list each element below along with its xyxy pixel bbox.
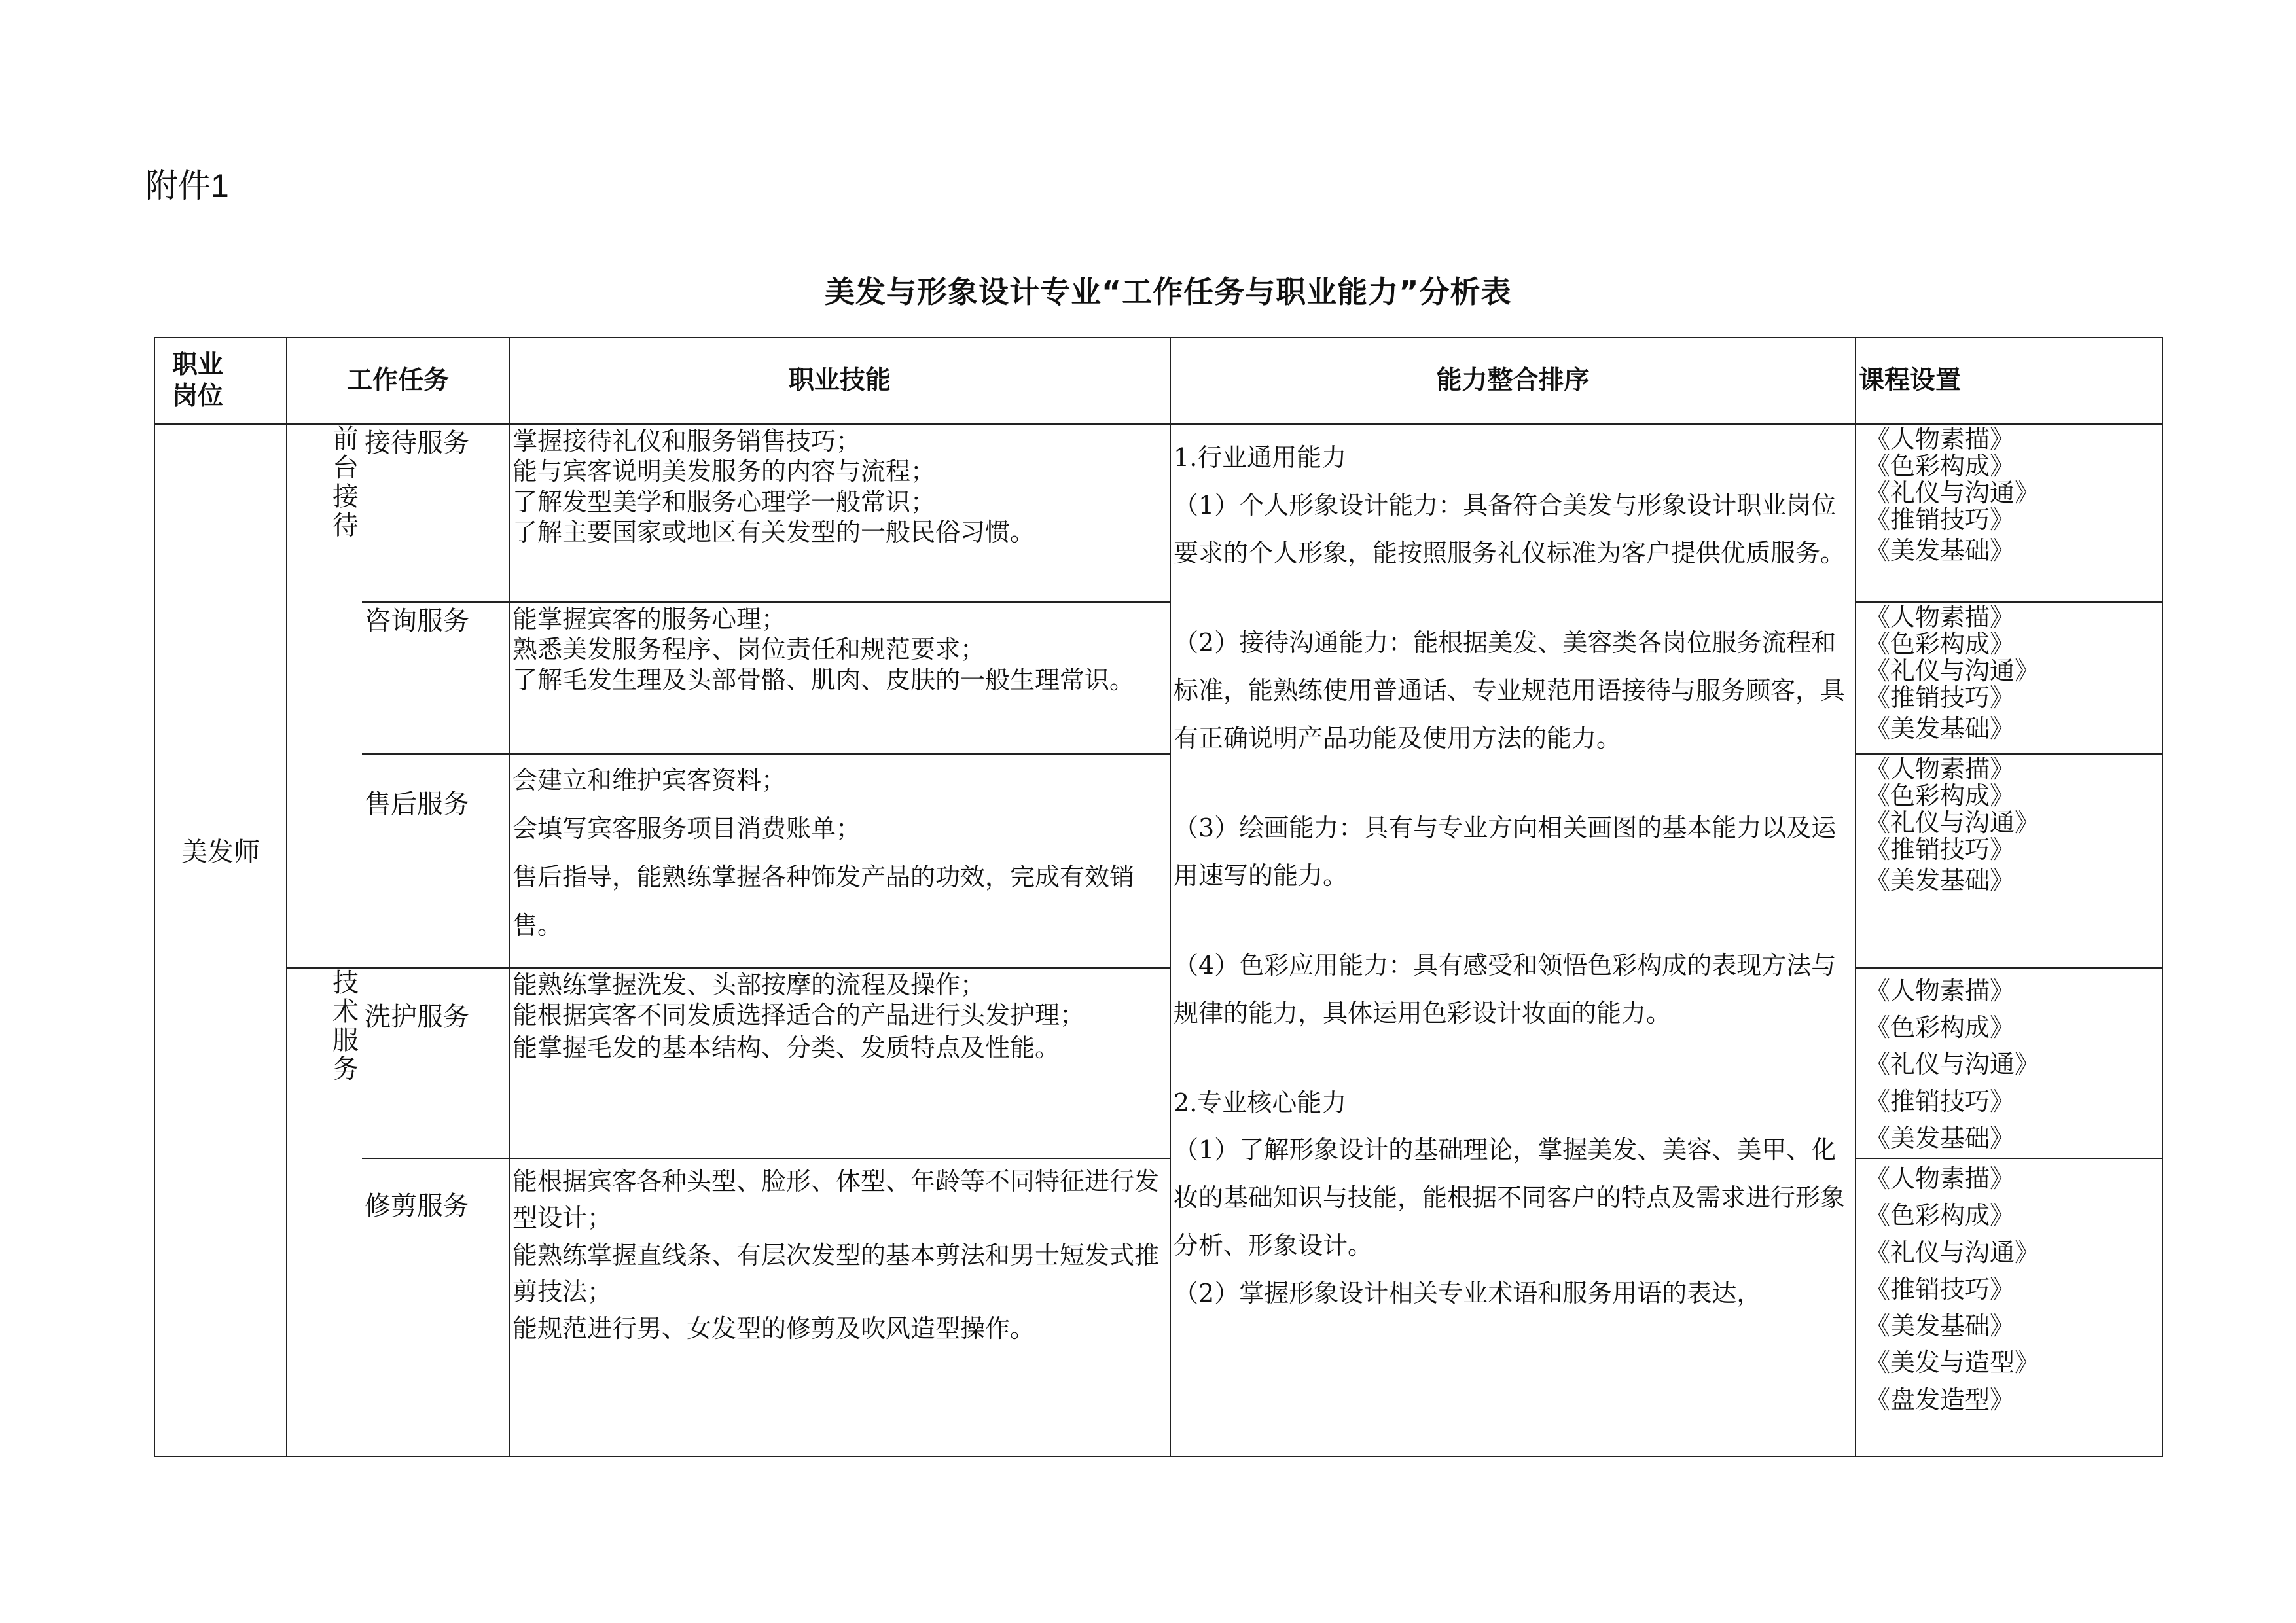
course-item: 《推销技巧》 (1865, 683, 2015, 713)
skill-line: 能掌握毛发的基本结构、分类、发质特点及性能。 (512, 1033, 1060, 1062)
table-row (154, 424, 2162, 602)
header-position: 职业 岗位 (154, 338, 287, 424)
skill-line: 售后指导，能熟练掌握各种饰发产品的功效，完成有效销售。 (512, 863, 1135, 940)
header-row (154, 338, 2162, 424)
group-tech-service-label (332, 969, 359, 1084)
task-cell: 咨询服务 (362, 602, 509, 754)
skill-line: 能熟练掌握直线条、有层次发型的基本剪法和男士短发式推剪技法； (512, 1240, 1160, 1306)
skill-line: 熟悉美发服务程序、岗位责任和规范要求； (512, 635, 986, 664)
course-item: 《礼仪与沟通》 (1865, 478, 2040, 508)
course-item: 《美发基础》 (1865, 866, 2015, 895)
course-item: 《礼仪与沟通》 (1865, 656, 2040, 686)
skill-line: 能根据宾客不同发质选择适合的产品进行头发护理； (512, 1001, 1085, 1030)
skill-cell (509, 968, 1170, 1158)
task-cell: 修剪服务 (362, 1158, 509, 1457)
group-label-char: 务 (332, 1054, 359, 1084)
group-front-desk (287, 424, 362, 968)
course-item: 《推销技巧》 (1865, 1274, 2015, 1304)
position-label: 美发师 (181, 836, 260, 867)
group-label-char: 技 (332, 968, 359, 998)
course-item: 《美发基础》 (1865, 536, 2015, 565)
course-item: 《盘发造型》 (1865, 1385, 2015, 1414)
attachment-label: 附件1 (145, 168, 229, 204)
course-item: 《美发基础》 (1865, 1311, 2015, 1341)
header-skill: 职业技能 (509, 338, 1170, 424)
skill-cell (509, 754, 1170, 968)
course-item: 《人物素描》 (1865, 603, 2015, 632)
course-cell (1856, 1158, 2162, 1457)
header-task: 工作任务 (287, 338, 509, 424)
course-cell (1856, 968, 2162, 1158)
table-row (154, 968, 2162, 1158)
course-item: 《美发与造型》 (1865, 1348, 2040, 1378)
ability-paragraph: （2）掌握形象设计相关专业术语和服务用语的表达， (1174, 1279, 1762, 1308)
course-cell (1856, 602, 2162, 754)
course-item: 《美发基础》 (1865, 714, 2015, 743)
course-item: 《礼仪与沟通》 (1865, 1238, 2040, 1267)
course-item: 《色彩构成》 (1865, 1013, 2015, 1043)
group-tech-service (287, 968, 362, 1457)
analysis-table (154, 337, 2163, 1457)
ability-paragraph: （3）绘画能力：具有与专业方向相关画图的基本能力以及运用速写的能力。 (1174, 813, 1837, 890)
skill-line: 会填写宾客服务项目消费账单； (512, 814, 861, 844)
ability-paragraph: （1）了解形象设计的基础理论，掌握美发、美容、美甲、化妆的基础知识与技能，能根据不同客户的特点及需求进行形象分析、形象设计。 (1174, 1135, 1846, 1260)
skill-line: 能与宾客说明美发服务的内容与流程； (512, 457, 936, 486)
course-item: 《礼仪与沟通》 (1865, 808, 2040, 838)
group-label-char: 待 (332, 510, 359, 541)
course-item: 《人物素描》 (1865, 976, 2015, 1005)
ability-paragraph: （1）个人形象设计能力：具备符合美发与形象设计职业岗位要求的个人形象，能按照服务礼仪标准为客户提供优质服务。 (1174, 490, 1846, 567)
ability-cell (1170, 424, 1856, 1457)
course-item: 《礼仪与沟通》 (1865, 1050, 2040, 1079)
skill-cell (509, 1158, 1170, 1457)
skill-line: 能掌握宾客的服务心理； (512, 605, 787, 633)
group-label-char: 前 (332, 424, 359, 454)
ability-heading: 2.专业核心能力 (1174, 1088, 1347, 1117)
header-ability: 能力整合排序 (1170, 338, 1856, 424)
course-item: 《色彩构成》 (1865, 630, 2015, 659)
skill-line: 能规范进行男、女发型的修剪及吹风造型操作。 (512, 1314, 1035, 1344)
course-cell (1856, 424, 2162, 602)
header-course: 课程设置 (1856, 338, 2162, 424)
skill-cell (509, 424, 1170, 602)
course-item: 《推销技巧》 (1865, 1086, 2015, 1116)
skill-line: 能根据宾客各种头型、脸形、体型、年龄等不同特征进行发型设计； (512, 1167, 1160, 1233)
table-row (154, 1158, 2162, 1457)
course-item: 《色彩构成》 (1865, 781, 2015, 811)
group-front-desk-label (332, 425, 359, 540)
course-item: 《人物素描》 (1865, 1164, 2015, 1194)
course-item: 《色彩构成》 (1865, 1201, 2015, 1230)
ability-heading: 1.行业通用能力 (1174, 443, 1347, 472)
course-item: 《推销技巧》 (1865, 835, 2015, 865)
table-row (154, 602, 2162, 754)
task-cell: 售后服务 (362, 754, 509, 968)
group-label-char: 台 (332, 453, 359, 483)
document-title: 美发与形象设计专业“工作任务与职业能力”分析表 (825, 274, 1512, 310)
position-cell (154, 424, 287, 1457)
course-item: 《人物素描》 (1865, 755, 2015, 783)
skill-line: 了解主要国家或地区有关发型的一般民俗习惯。 (512, 518, 1035, 547)
task-cell: 洗护服务 (362, 968, 509, 1158)
group-label-char: 接 (332, 482, 359, 512)
group-label-char: 术 (332, 997, 359, 1027)
table-row (154, 754, 2162, 968)
course-item: 《推销技巧》 (1865, 505, 2015, 535)
course-item: 《色彩构成》 (1865, 452, 2015, 481)
skill-line: 能熟练掌握洗发、头部按摩的流程及操作； (512, 971, 986, 999)
skill-line: 会建立和维护宾客资料； (512, 766, 787, 794)
course-cell (1856, 754, 2162, 968)
skill-cell (509, 602, 1170, 754)
ability-paragraph: （4）色彩应用能力：具有感受和领悟色彩构成的表现方法与规律的能力，具体运用色彩设计妆面的能力。 (1174, 950, 1837, 1027)
skill-line: 掌握接待礼仪和服务销售技巧； (512, 427, 861, 455)
course-item: 《美发基础》 (1865, 1123, 2015, 1152)
skill-line: 了解毛发生理及头部骨骼、肌肉、皮肤的一般生理常识。 (512, 665, 1135, 694)
group-label-char: 服 (332, 1026, 359, 1056)
task-cell: 接待服务 (362, 424, 509, 602)
course-item: 《人物素描》 (1865, 425, 2015, 454)
skill-line: 了解发型美学和服务心理学一般常识； (512, 487, 936, 516)
ability-paragraph: （2）接待沟通能力：能根据美发、美容类各岗位服务流程和标准，能熟练使用普通话、专业规范用语接待与服务顾客，具有正确说明产品功能及使用方法的能力。 (1174, 628, 1846, 753)
